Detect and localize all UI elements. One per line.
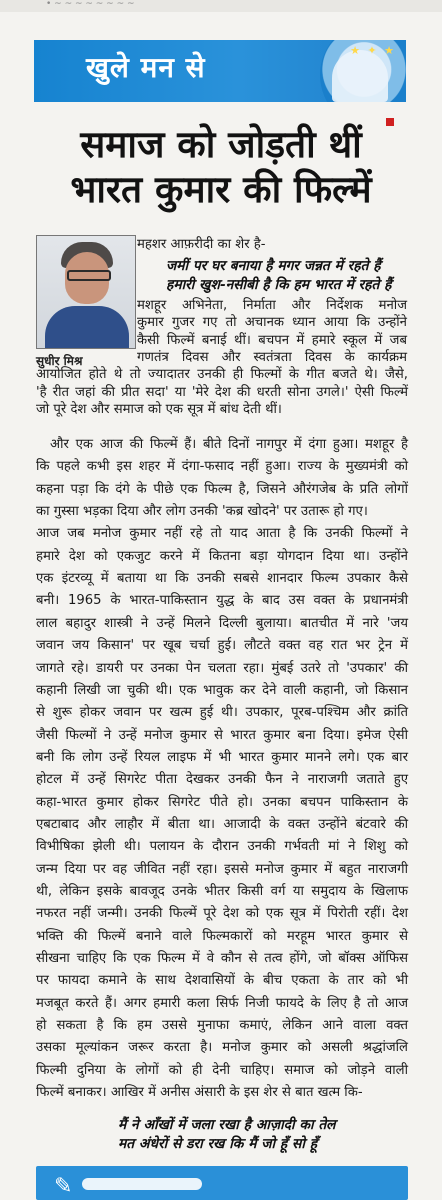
next-article-banner (36, 1166, 408, 1200)
headline-line-1: समाज को जोड़ती थीं (80, 122, 362, 166)
body-line: आयोजित होते थे तो ज्यादातर उनकी ही फिल्मों के गीत बजते थे। जैसे, (36, 367, 408, 383)
body-line: लाल बहादुर शास्त्री ने उन्हें मिलने दिल्ली बुलाया। बातचीत में नारे 'जय (36, 615, 408, 631)
previous-article-strip: • ~ ~ ~ ~ ~ ~ ~ ~ (0, 0, 442, 12)
headline-line-2: भारत कुमार की फिल्में (70, 167, 372, 211)
next-title-placeholder (82, 1178, 202, 1190)
body-line: कहानी लिखी जा चुकी थी। एक भावुक कर देने वाली कहानी, जो किसान (36, 682, 408, 698)
head-silhouette-icon (332, 50, 388, 102)
body-line: का गुस्सा भड़का दिया और लोग उनकी 'कब्र खोदने' पर उतारू हो गए। (36, 504, 368, 520)
body-line: विभीषिका झेली थी। पलायन के दौरान उनकी गर्भवती मां ने शिशु को (36, 839, 408, 855)
opening-couplet-line-1: जमीं पर घर बनाया है मगर जन्नत में रहते हैं (166, 258, 381, 274)
body-line: जवान जय किसान' पर खूब चर्चा हुई। लौटते वक्त वह रात भर ट्रेन में (36, 638, 408, 654)
body-line: जैसी फिल्मों ने उन्हें मनोज कुमार से भारत कुमार बना दिया। इमेज ऐसी (36, 727, 408, 743)
body-line: मशहूर अभिनेता, निर्माता और निर्देशक मनोज (137, 298, 407, 313)
body-line: भक्ति की फिल्में बनाने वाले फिल्मकारों को मरहूम भारत कुमार से (36, 928, 408, 944)
body-line: जो पूरे देश और समाज को एक सूत्र में बांध देती थीं। (36, 401, 282, 417)
body-line: गणतंत्र दिवस और स्वतंत्रता दिवस के कार्यक्रम (137, 349, 407, 365)
body-line: सीखना चाहिए कि एक फिल्म में वे कौन से तत्व होंगे, जो बॉक्स ऑफिस (36, 951, 408, 967)
body-line: बनी। 1965 के भारत-पाकिस्तान युद्ध के बाद उस वक्त के प्रधानमंत्री (36, 593, 408, 609)
body-line: नफरत नहीं जन्मी। उनकी फिल्में पूरे देश को एक सूत्र में पिरोती रहीं। देश (36, 906, 408, 922)
author-byline: सुधीर मिश्र (36, 354, 83, 368)
closing-couplet-line-1: मैं ने आँखों में जला रखा है आज़ादी का तेल (118, 1117, 336, 1133)
author-photo (36, 235, 136, 349)
body-line: जन्म दिया पर वह जीवित नहीं रहा। इससे मनोज कुमार में बहुत नाराजगी (36, 861, 408, 877)
body-line: आज जब मनोज कुमार नहीं रहे तो याद आता है कि उनकी फिल्मों ने (36, 526, 408, 542)
body-line: हो सकता है कि हम उससे मुनाफा कमाएं, लेकिन आने वाला वक्त (36, 1018, 408, 1034)
body-line: उसका मूल्यांकन जरूर करता है। मनोज कुमार को असली श्रद्धांजलि (36, 1040, 408, 1056)
body-line: एबटाबाद और लाहौर में बीता था। आजादी के वक्त उन्होंने बंटवारे की (36, 816, 408, 832)
body-line: फिल्मी दुनिया के लोगों को ही देनी चाहिए। समाज को जोड़ने वाली (36, 1062, 408, 1078)
body-line: एक इंटरव्यू में बताया था कि उनकी सबसे शानदार फिल्म उपकार कैसे (36, 571, 408, 587)
body-line: कहना पड़ा कि दंगे के पीछे एक फिल्म है, जिसने औरंगजेब के प्रति लोगों (36, 481, 408, 497)
body-line: कहा-भारत कुमार होकर सिगरेट पीते हो। उनका बचपन पाकिस्तान के (36, 794, 408, 810)
body-line: कैसी फिल्में बनाई थीं। बचपन में हमारे स्कूल में जब (137, 332, 407, 348)
body-line: महशर आफ़रीदी का शेर है- (137, 237, 266, 252)
body-line: थी, लेकिन इसके बावजूद उनके भीतर किसी वर्ग या समुदाय के खिलाफ (36, 884, 408, 899)
body-line: कि पहले कभी इस शहर में दंगा-फसाद नहीं हुआ। राज्य के मुख्यमंत्री को (36, 459, 408, 475)
pen-icon: ✎ (54, 1174, 73, 1199)
body-line: जागते रहे। डायरी पर उनका पेन चलता रहा। मुंबई उतरे तो 'उपकार' की (36, 660, 408, 676)
body-line: मजबूत करते हैं। अगर हमारी कला सिर्फ निजी फायदे के लिए है तो आज (36, 995, 408, 1011)
body-line: से शुरू होकर जवान पर खत्म हुई थी। उपकार, पूरब-पश्चिम और क्रांति (36, 705, 408, 721)
body-line: 'है रीत जहां की प्रीत सदा' या 'मेरे देश की धरती सोना उगले।' ऐसी फिल्में (36, 384, 408, 400)
body-line: कुमार गुजर गए तो अचानक ध्यान आया कि उन्होंने (137, 315, 407, 331)
body-line: पर फायदा कमाने के साथ देशवासियों के बीच एकता के तार को भी (36, 973, 408, 989)
stars-icon: ★ ✦ ★ (350, 44, 396, 57)
banner-title: खुले मन से (86, 51, 206, 84)
body-line: फिल्में बनाकर। आखिर में अनीस अंसारी के इस शेर से बात खत्म कि- (36, 1085, 363, 1101)
body-line: होटल में उन्हें सिगरेट पीता देखकर उनकी फैन ने नाराजगी जताते हुए (36, 772, 408, 788)
body-line: बनी कि लोग उन्हें रियल लाइफ में भी भारत कुमार मानने लगे। एक बार (36, 749, 408, 765)
closing-couplet-line-2: मत अंधेरों से डरा रख कि मैं जो हूँ सो हूँ (118, 1136, 318, 1152)
body-line: हमारे देश को एकजुट करने में कितना बड़ा योगदान दिया था। उन्होंने (36, 548, 408, 564)
opening-couplet-line-2: हमारी खुश-नसीबी है कि हम भारत में रहते हैं (166, 277, 392, 293)
body-line: और एक आज की फिल्में हैं। बीते दिनों नागपुर में दंगा हुआ। मशहूर है (50, 437, 408, 452)
column-banner (34, 40, 406, 102)
